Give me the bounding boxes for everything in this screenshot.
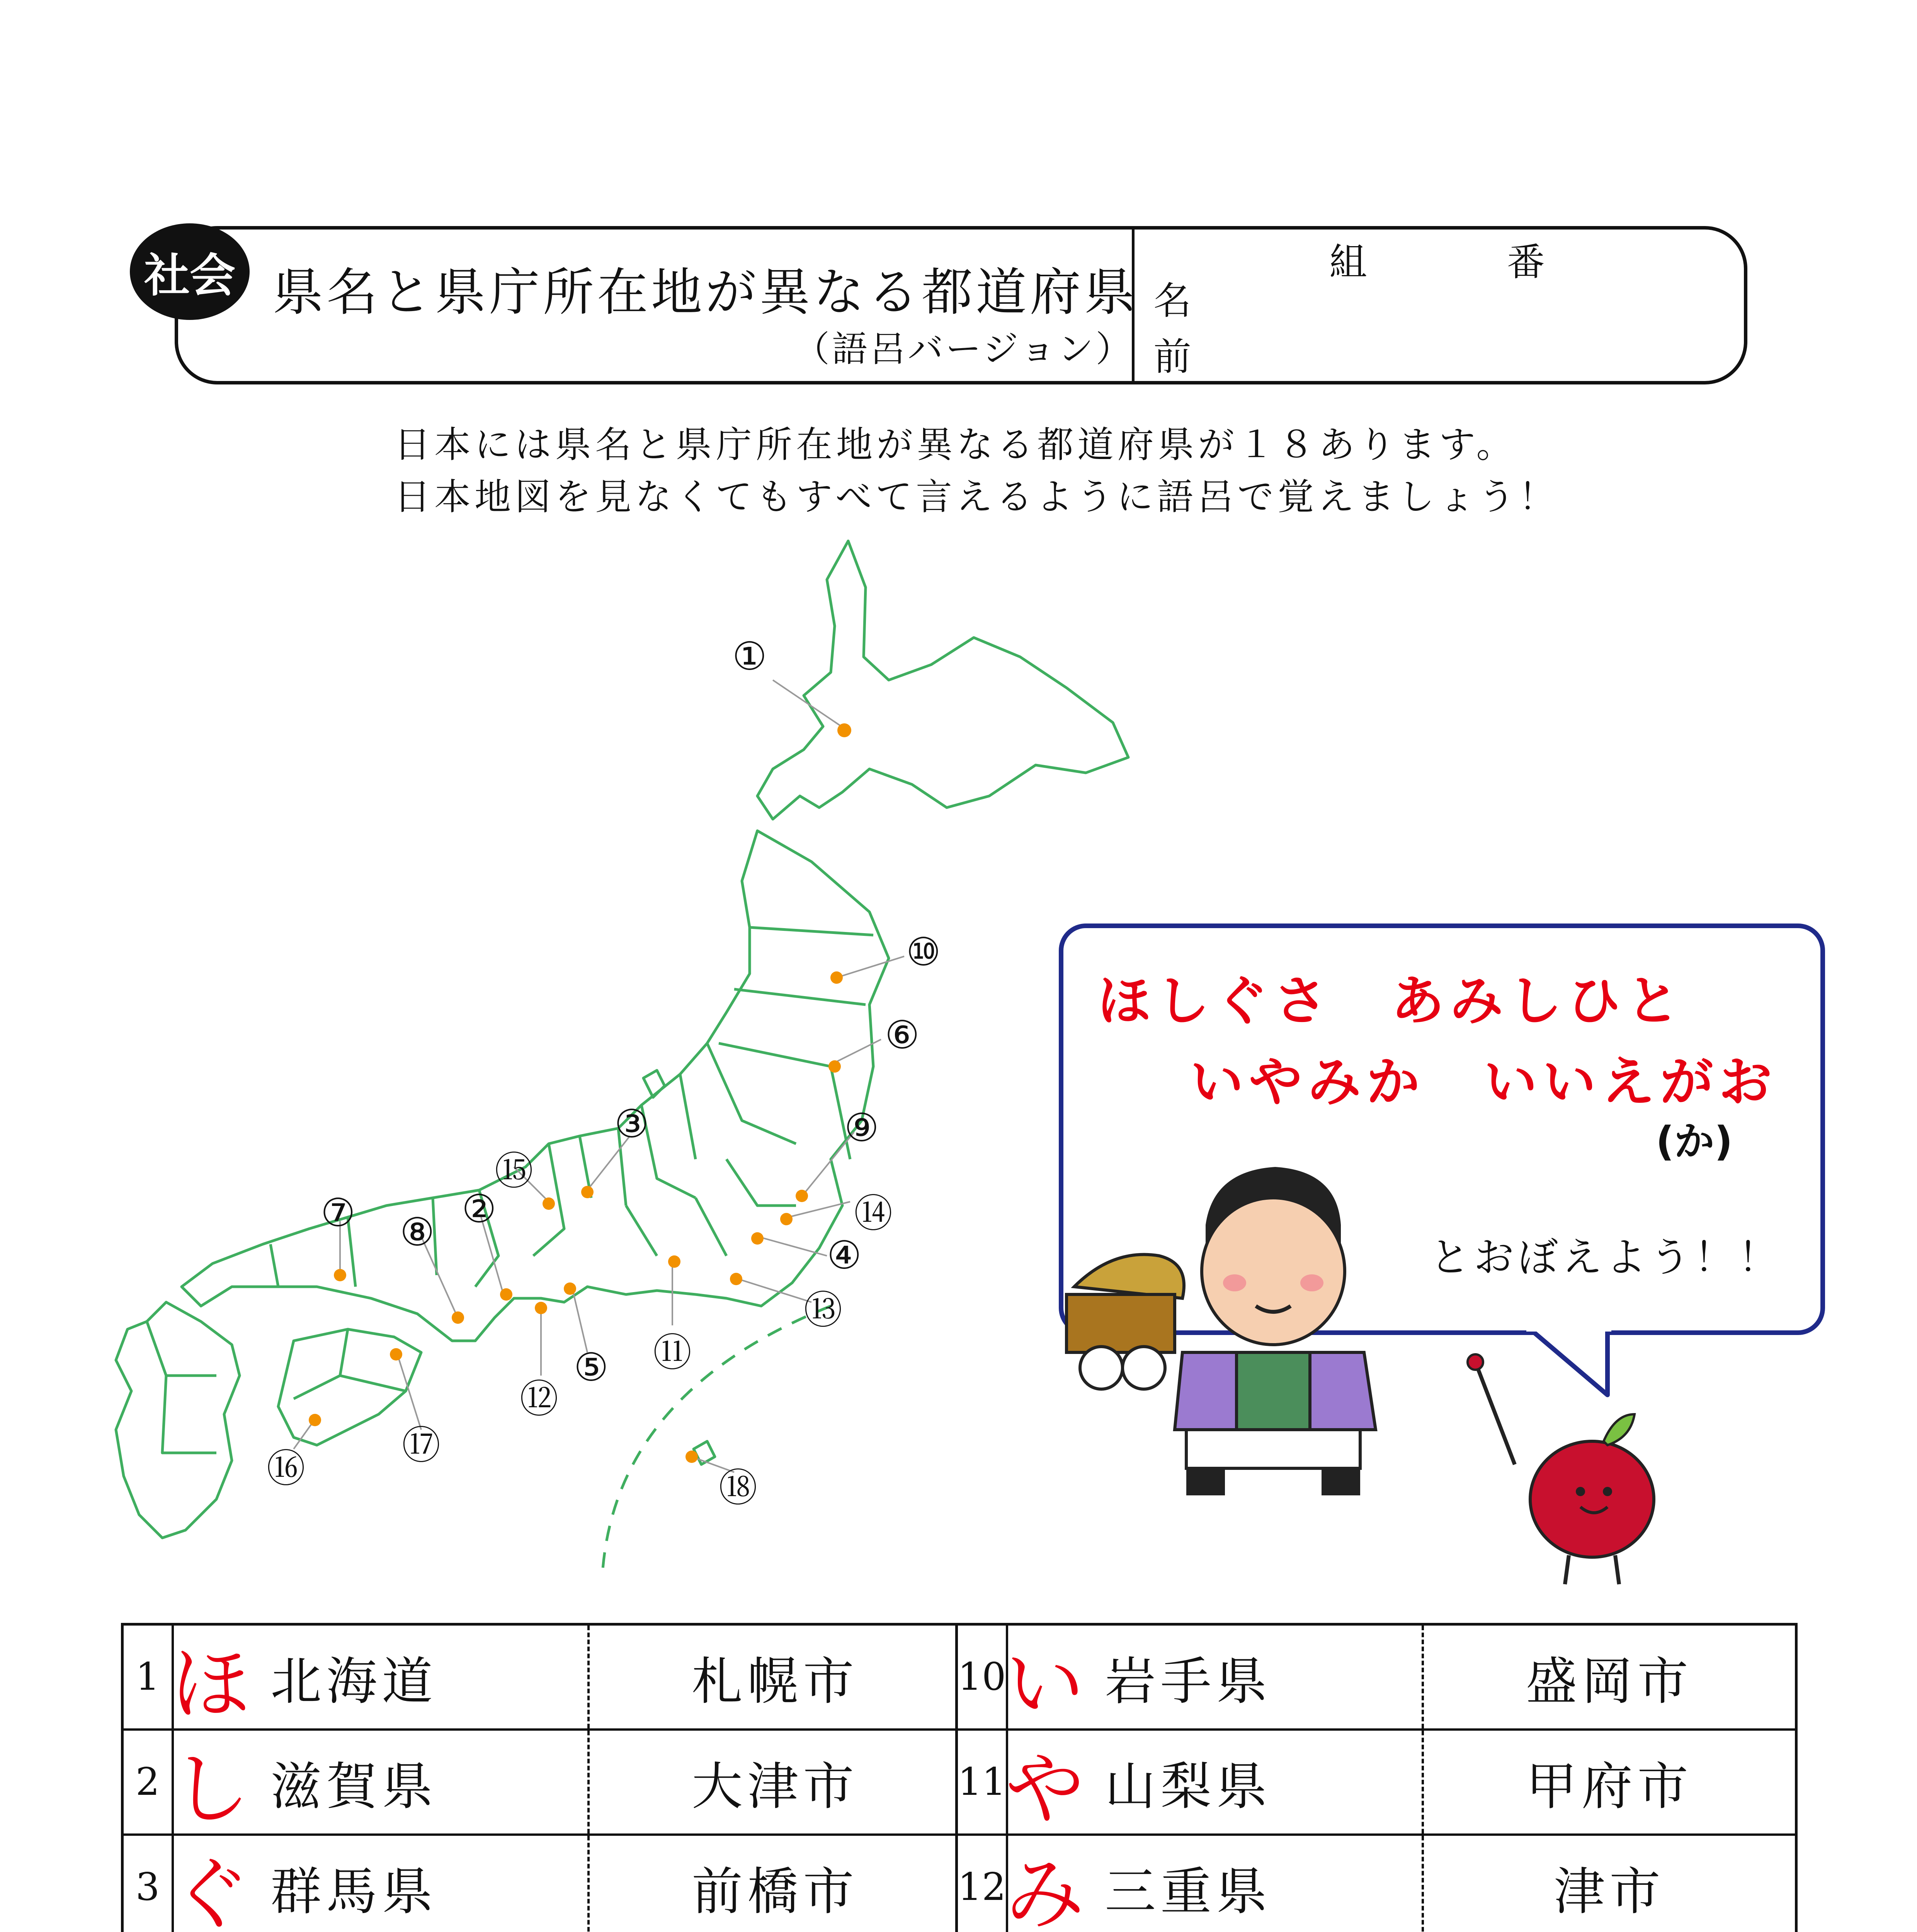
mnemonic-kana-text: み <box>1005 1848 1085 1932</box>
class-label: 組 <box>1329 240 1368 284</box>
hay-cart-illustration <box>1067 1255 1184 1389</box>
prefecture-name: 山梨県 <box>1105 1757 1272 1816</box>
marker-label-9: ⑨ <box>844 1105 879 1150</box>
apple-mascot-illustration <box>1468 1354 1654 1584</box>
marker-label-4: ④ <box>827 1233 862 1278</box>
table-row <box>958 1731 1795 1836</box>
capital-name: 大津市 <box>692 1757 859 1816</box>
mnemonic-kana <box>1005 1731 1085 1835</box>
mnemonic-kana <box>1005 1626 1085 1730</box>
marker-label-11: ⑪ <box>653 1330 692 1375</box>
marker-label-1: ① <box>732 634 767 679</box>
row-number: 12 <box>958 1836 1008 1932</box>
prefecture-table-right <box>955 1623 1798 1932</box>
table-row <box>124 1626 961 1731</box>
mnemonic-kana <box>171 1626 250 1730</box>
row-number: 11 <box>958 1731 1008 1833</box>
capital-name: 甲府市 <box>1526 1757 1693 1816</box>
marker-label-8: ⑧ <box>400 1209 435 1255</box>
subject-badge: 社会 <box>130 223 250 320</box>
marker-label-10: ⑩ <box>906 929 941 975</box>
marker-label-14: ⑭ <box>854 1191 893 1236</box>
mnemonic-note: (か) <box>1656 1118 1733 1165</box>
marker-label-18: ⑱ <box>719 1465 757 1510</box>
farmer-illustration <box>1175 1167 1376 1495</box>
capital-name: 津市 <box>1554 1862 1665 1922</box>
sheet-title: 県名と県庁所在地が異なる都道府県 <box>272 263 1138 322</box>
mnemonic-call: とおぼえよう！！ <box>1430 1234 1783 1281</box>
prefecture-name: 北海道 <box>270 1652 437 1711</box>
marker-label-5: ⑤ <box>574 1345 609 1390</box>
intro-line-1: 日本には県名と県庁所在地が異なる都道府県が１８あります。 <box>394 424 1517 466</box>
intro-line-2: 日本地図を見なくてもすべて言えるように語呂で覚えましょう！ <box>394 476 1559 518</box>
marker-label-12: ⑫ <box>520 1376 558 1422</box>
table-row <box>124 1731 961 1836</box>
table-row <box>958 1836 1795 1932</box>
prefecture-name: 三重県 <box>1105 1862 1272 1922</box>
marker-label-2: ② <box>462 1186 497 1231</box>
mnemonic-kana-text: ほ <box>171 1638 250 1730</box>
mnemonic-kana-text: ぐ <box>171 1848 250 1932</box>
capital-name: 前橋市 <box>692 1862 859 1922</box>
marker-label-13: ⑬ <box>804 1287 842 1333</box>
row-number: 1 <box>124 1626 174 1728</box>
marker-label-3: ③ <box>614 1101 649 1146</box>
prefecture-table-left <box>121 1623 963 1932</box>
marker-label-16: ⑯ <box>267 1446 305 1491</box>
name-label-top: 名 <box>1153 279 1192 323</box>
capital-name: 札幌市 <box>692 1652 859 1711</box>
mnemonic-line-1: ほしぐさ あみしひと <box>1097 970 1685 1032</box>
mnemonic-line-2: いやみか いいえがお <box>1190 1051 1778 1113</box>
marker-label-17: ⑰ <box>402 1423 441 1468</box>
marker-label-6: ⑥ <box>885 1012 920 1058</box>
mnemonic-kana <box>171 1836 250 1932</box>
mnemonic-kana-text: い <box>1005 1638 1085 1730</box>
number-label: 番 <box>1507 240 1545 284</box>
prefecture-name: 滋賀県 <box>270 1757 437 1816</box>
name-label-bottom: 前 <box>1153 335 1192 379</box>
prefecture-name: 岩手県 <box>1105 1652 1272 1711</box>
mnemonic-kana-text: や <box>1005 1743 1085 1835</box>
prefecture-name: 群馬県 <box>270 1862 437 1922</box>
mnemonic-kana <box>1005 1836 1085 1932</box>
row-number: 2 <box>124 1731 174 1833</box>
row-number: 3 <box>124 1836 174 1932</box>
row-number: 10 <box>958 1626 1008 1728</box>
mnemonic-kana <box>171 1731 250 1835</box>
mnemonic-kana-text: し <box>171 1743 250 1835</box>
sheet-subtitle: （語呂バージョン） <box>794 328 1134 370</box>
capital-name: 盛岡市 <box>1526 1652 1693 1711</box>
marker-label-7: ⑦ <box>321 1190 356 1235</box>
marker-label-15: ⑮ <box>495 1148 533 1194</box>
table-row <box>124 1836 961 1932</box>
table-row <box>958 1626 1795 1731</box>
